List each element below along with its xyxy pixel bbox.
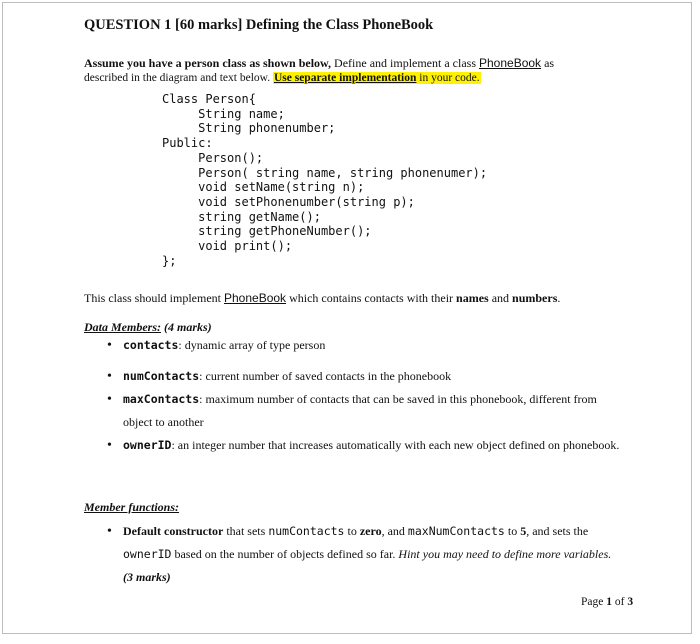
function-value: 5 [520, 524, 527, 538]
member-desc: : dynamic array of type person [178, 338, 326, 352]
member-term: ownerID [123, 438, 172, 452]
member-term: maxContacts [123, 392, 200, 406]
intro-line-1 [84, 56, 644, 71]
code-line: Person( string name, string phonenumer); [162, 165, 488, 180]
member-term: contacts [123, 338, 179, 352]
intro-line-2 [84, 71, 644, 86]
function-text: to [344, 524, 360, 538]
bullet-icon: • [107, 369, 112, 384]
function-text: , and [381, 524, 408, 538]
heading-text: Data Members: [84, 320, 161, 334]
para-text: . [557, 291, 561, 305]
member-desc: : an integer number that increases automatically with each new object defined on phonebook. [171, 438, 620, 452]
marks-text: (3 marks) [123, 570, 171, 584]
code-term: maxNumContacts [407, 524, 505, 538]
person-class-code [162, 92, 487, 268]
code-line: string getPhoneNumber(); [162, 224, 372, 239]
para-names: names [456, 291, 489, 305]
code-line: Person(); [162, 150, 264, 165]
member-desc: : current number of saved contacts in the phonebook [199, 369, 452, 383]
code-line: String name; [162, 106, 285, 121]
intro-paragraph [84, 56, 644, 86]
code-line: string getName(); [162, 209, 321, 224]
list-item-text [123, 334, 623, 357]
bullet-icon: • [107, 438, 112, 453]
para-class-name: PhoneBook [224, 291, 287, 305]
list-item-text [123, 520, 623, 589]
intro-line2-pre: described in the diagram and text below. [84, 72, 273, 84]
list-item-text [123, 388, 623, 434]
function-text: , and sets the [526, 524, 589, 538]
function-value: zero [359, 524, 382, 538]
code-line: Public: [162, 136, 213, 151]
para-text: and [488, 291, 513, 305]
code-line: void print(); [162, 239, 293, 254]
code-term: ownerID [123, 547, 172, 561]
para-text: This class should implement [84, 291, 224, 305]
highlight-rest-text: in your code. [416, 72, 480, 84]
member-functions-heading [84, 500, 179, 515]
highlighted-instruction [273, 72, 481, 84]
list-item-text [123, 434, 623, 457]
code-line: Class Person{ [162, 92, 256, 106]
member-desc: : maximum number of contacts that can be saved in this phonebook, different from object to another [123, 392, 597, 429]
code-line: void setName(string n); [162, 180, 365, 195]
intro-text: Define and implement a class [331, 56, 479, 70]
data-members-heading [84, 320, 212, 335]
page-number-text: of [611, 596, 628, 608]
function-text: to [504, 524, 521, 538]
list-item-text [123, 365, 623, 388]
para-text: which contains contacts with their [286, 291, 457, 305]
function-text: that sets [223, 524, 269, 538]
bullet-icon: • [107, 392, 112, 407]
bullet-icon: • [107, 524, 112, 539]
page-number-text: Page [581, 596, 607, 608]
member-term: numContacts [123, 369, 200, 383]
code-line: String phonenumber; [162, 121, 336, 136]
highlight-bold-text: Use separate implementation [273, 72, 417, 84]
intro-after-class: as [541, 56, 555, 70]
hint-text: Hint you may need to define more variables. [398, 547, 612, 561]
page-number [581, 596, 633, 608]
bullet-icon: • [107, 338, 112, 353]
heading-text: Member functions: [84, 500, 180, 514]
para-numbers: numbers [512, 291, 558, 305]
description-paragraph [84, 291, 560, 306]
page-current: 1 [606, 596, 612, 608]
code-term: numContacts [268, 524, 345, 538]
intro-class-name: PhoneBook [479, 56, 542, 70]
function-text: based on the number of objects defined so far. [171, 547, 399, 561]
heading-marks: (4 marks) [161, 320, 212, 334]
code-line: }; [162, 253, 177, 268]
code-line: void setPhonenumber(string p); [162, 194, 415, 209]
function-name: Default constructor [123, 524, 224, 538]
intro-bold: Assume you have a person class as shown below, [84, 56, 332, 70]
question-title: QUESTION 1 [60 marks] Defining the Class PhoneBook [84, 17, 434, 33]
page-total: 3 [627, 596, 634, 608]
